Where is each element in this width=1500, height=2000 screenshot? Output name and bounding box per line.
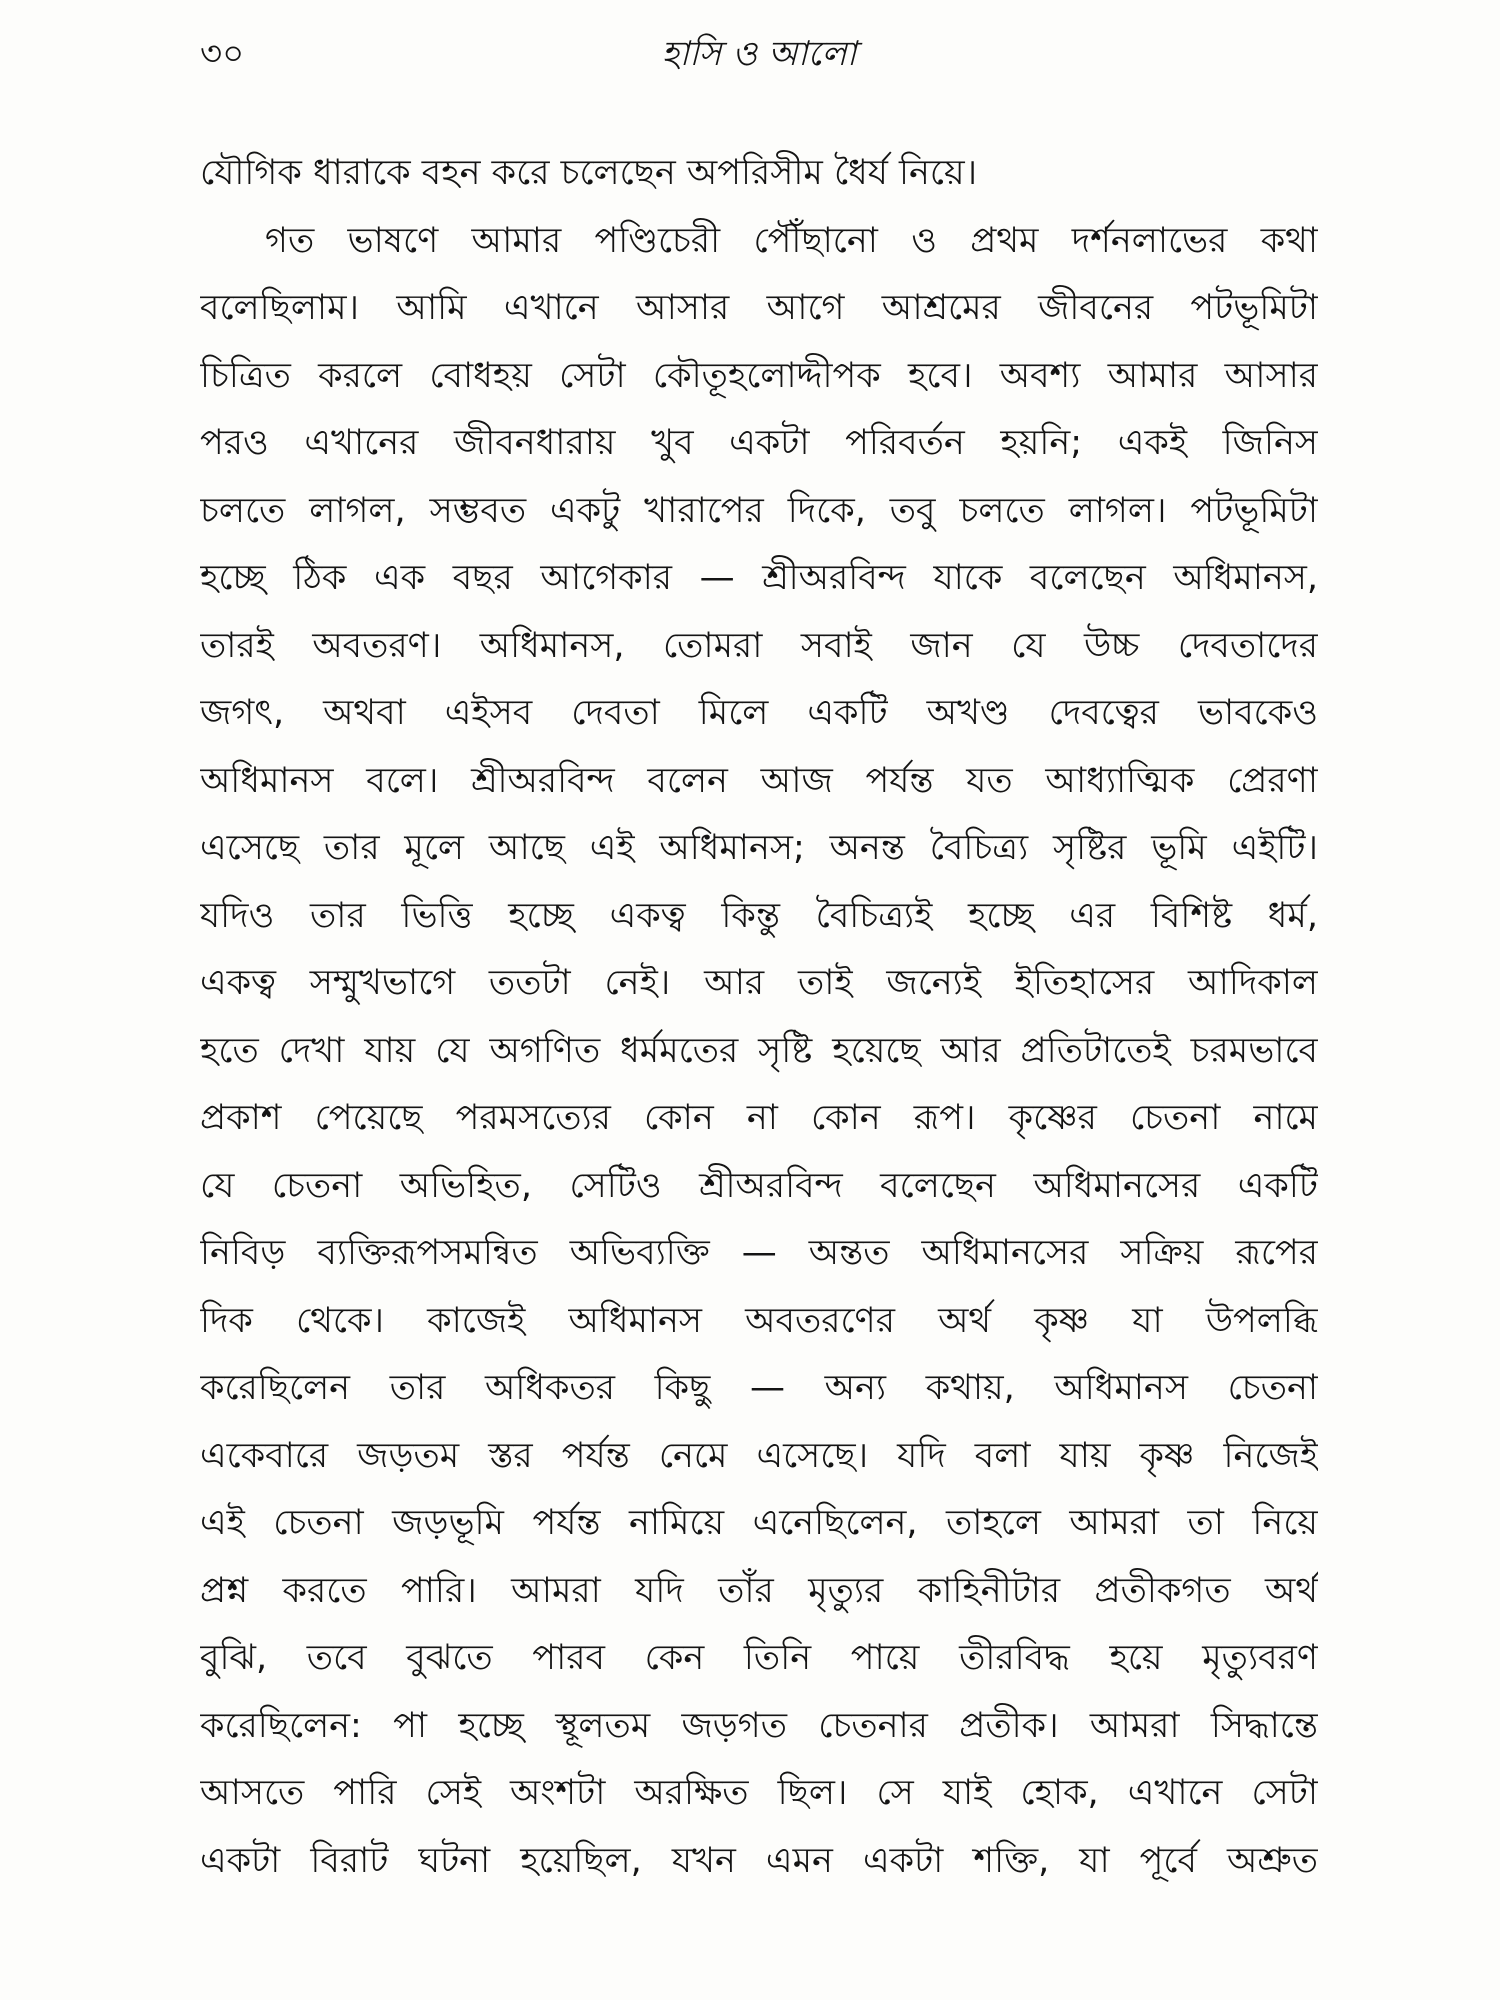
page-body-text (200, 140, 1318, 1895)
page-number: ৩০ (200, 34, 245, 74)
text-line: যদিও তার ভিত্তি হচ্ছে একত্ব কিন্তু বৈচিত্র্যই হচ্ছে এর বিশিষ্ট ধর্ম, (200, 895, 1318, 936)
text-line: এসেছে তার মূলে আছে এই অধিমানস; অনন্ত বৈচিত্র্য সৃষ্টির ভূমি এইটি। (200, 828, 1318, 868)
text-line: গত ভাষণে আমার পণ্ডিচেরী পৌঁছানো ও প্রথম দর্শনলাভের কথা (265, 220, 1318, 261)
text-line: এই চেতনা জড়ভূমি পর্যন্ত নামিয়ে এনেছিলেন, তাহলে আমরা তা নিয়ে (200, 1503, 1318, 1543)
text-line: প্রশ্ন করতে পারি। আমরা যদি তাঁর মৃত্যুর কাহিনীটার প্রতীকগত অর্থ (200, 1570, 1318, 1611)
text-line: একত্ব সম্মুখভাগে ততটা নেই। আর তাই জন্যেই ইতিহাসের আদিকাল (200, 963, 1318, 1003)
text-line: একটা বিরাট ঘটনা হয়েছিল, যখন এমন একটা শক্তি, যা পূর্বে অশ্রুত (200, 1840, 1318, 1881)
text-line: হতে দেখা যায় যে অগণিত ধর্মমতের সৃষ্টি হয়েছে আর প্রতিটাতেই চরমভাবে (200, 1030, 1318, 1071)
text-line: যে চেতনা অভিহিত, সেটিও শ্রীঅরবিন্দ বলেছেন অধিমানসের একটি (200, 1165, 1318, 1206)
page-header (200, 28, 1318, 78)
text-line: বলেছিলাম। আমি এখানে আসার আগে আশ্রমের জীবনের পটভূমিটা (200, 288, 1318, 328)
text-line: নিবিড় ব্যক্তিরূপসমন্বিত অভিব্যক্তি — অন্তত অধিমানসের সক্রিয় রূপের (200, 1233, 1318, 1273)
text-line: পরও এখানের জীবনধারায় খুব একটা পরিবর্তন হয়নি; একই জিনিস (200, 423, 1318, 463)
text-line: করেছিলেন তার অধিকতর কিছু — অন্য কথায়, অধিমানস চেতনা (200, 1368, 1318, 1408)
text-line: বুঝি, তবে বুঝতে পারব কেন তিনি পায়ে তীরবিদ্ধ হয়ে মৃত্যুবরণ (200, 1638, 1318, 1678)
text-line: তারই অবতরণ। অধিমানস, তোমরা সবাই জান যে উচ্চ দেবতাদের (200, 625, 1318, 666)
text-line: একেবারে জড়তম স্তর পর্যন্ত নেমে এসেছে। যদি বলা যায় কৃষ্ণ নিজেই (200, 1435, 1318, 1476)
text-line: জগৎ, অথবা এইসব দেবতা মিলে একটি অখণ্ড দেবত্বের ভাবকেও (200, 693, 1318, 733)
text-line: হচ্ছে ঠিক এক বছর আগেকার — শ্রীঅরবিন্দ যাকে বলেছেন অধিমানস, (200, 558, 1318, 598)
running-title: হাসি ও আলো (661, 34, 857, 74)
text-line: প্রকাশ পেয়েছে পরমসত্যের কোন না কোন রূপ। কৃষ্ণের চেতনা নামে (200, 1098, 1318, 1138)
text-line: দিক থেকে। কাজেই অধিমানস অবতরণের অর্থ কৃষ্ণ যা উপলব্ধি (200, 1300, 1318, 1341)
text-line: চলতে লাগল, সম্ভবত একটু খারাপের দিকে, তবু চলতে লাগল। পটভূমিটা (200, 490, 1318, 531)
text-line: করেছিলেন: পা হচ্ছে স্থূলতম জড়গত চেতনার প্রতীক। আমরা সিদ্ধান্তে (200, 1705, 1318, 1746)
text-line: যৌগিক ধারাকে বহন করে চলেছেন অপরিসীম ধৈর্য নিয়ে। (200, 153, 978, 193)
text-line: অধিমানস বলে। শ্রীঅরবিন্দ বলেন আজ পর্যন্ত যত আধ্যাত্মিক প্রেরণা (200, 760, 1318, 801)
text-line: চিত্রিত করলে বোধহয় সেটা কৌতূহলোদ্দীপক হবে। অবশ্য আমার আসার (200, 355, 1318, 396)
text-line: আসতে পারি সেই অংশটা অরক্ষিত ছিল। সে যাই হোক, এখানে সেটা (200, 1773, 1318, 1813)
